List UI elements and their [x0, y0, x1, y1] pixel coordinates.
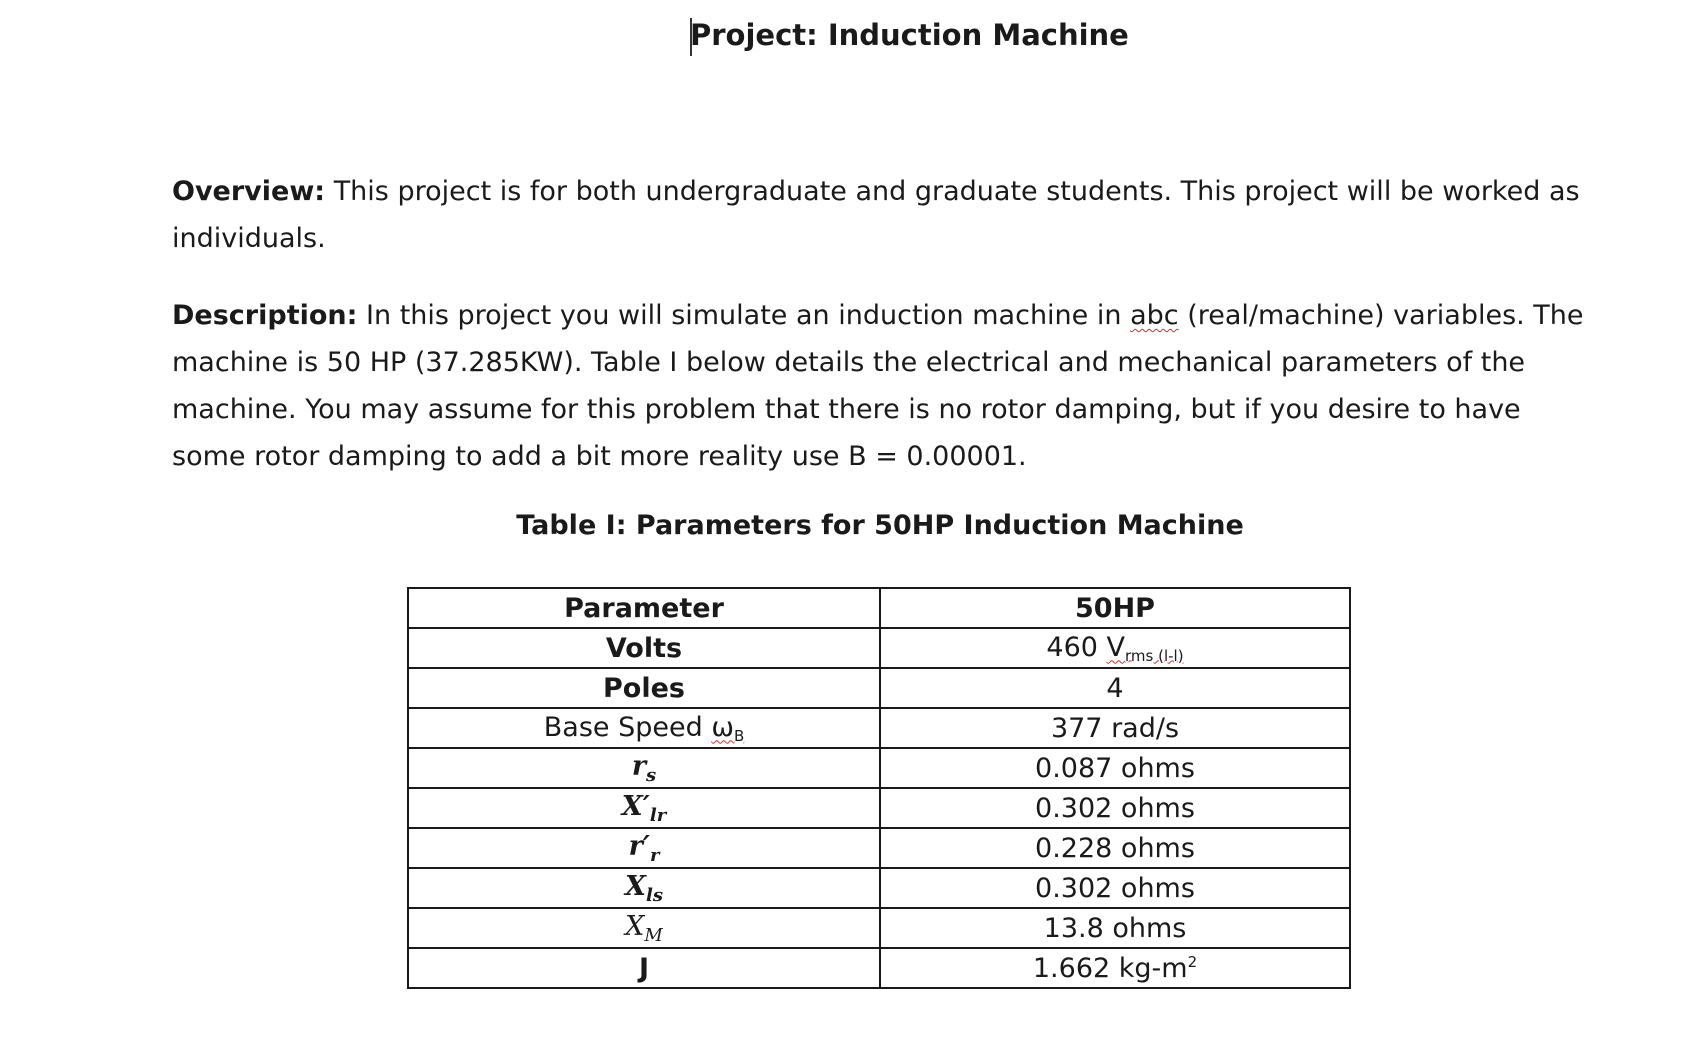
xm-symbol: X: [625, 910, 645, 942]
xlr-prime: ′: [642, 790, 650, 822]
param-xls: [408, 868, 880, 908]
param-base-speed: [408, 708, 880, 748]
table-header-row: [408, 588, 1350, 628]
xls-sub: ls: [645, 884, 663, 906]
value-volts: [880, 628, 1350, 668]
omega-b-symbol: [711, 712, 744, 743]
base-speed-label: Base Speed: [543, 711, 703, 743]
page-title: Project: Induction Machine: [690, 18, 1129, 52]
header-parameter: Parameter: [408, 588, 880, 628]
description-text-1a: In this project you will simulate an induction machine in: [366, 300, 1122, 331]
table-row: [408, 748, 1350, 788]
param-xlr: [408, 788, 880, 828]
param-rs: [408, 748, 880, 788]
description-label: Description:: [172, 300, 358, 331]
j-value: 1.662 kg-m: [1032, 952, 1188, 984]
param-rr: [408, 828, 880, 868]
value-j: [880, 948, 1350, 988]
overview-text-1: This project is for both undergraduate and graduate students. This project will be worked as: [333, 176, 1580, 207]
table-row: [408, 788, 1350, 828]
table-row: [408, 868, 1350, 908]
description-line-3: machine. You may assume for this problem that there is no rotor damping, but if you desire to have: [172, 394, 1521, 425]
table-row: [408, 628, 1350, 668]
j-value-sup: 2: [1187, 952, 1198, 971]
value-rs: 0.087 ohms: [880, 748, 1350, 788]
rr-symbol: r: [628, 830, 643, 862]
param-xm: [408, 908, 880, 948]
rr-prime: ′: [642, 830, 650, 862]
xls-symbol: X: [625, 870, 646, 902]
xlr-sub: lr: [649, 804, 667, 826]
value-base-speed: 377 rad/s: [880, 708, 1350, 748]
description-text-1b: (real/machine) variables. The: [1187, 300, 1584, 331]
overview-text-2: individuals.: [172, 223, 326, 254]
xlr-symbol: X: [621, 790, 643, 822]
description-line-2: machine is 50 HP (37.285KW). Table I below details the electrical and mechanical parameters of the: [172, 347, 1526, 378]
volts-unit-sub: rms (l-l): [1125, 646, 1184, 665]
volts-number: 460: [1046, 631, 1098, 663]
table-row: [408, 828, 1350, 868]
table-row: [408, 908, 1350, 948]
param-j: J: [408, 948, 880, 988]
overview-paragraph: [172, 168, 1580, 262]
value-rr: 0.228 ohms: [880, 828, 1350, 868]
parameters-table: [407, 587, 1351, 989]
description-line-1: [172, 292, 1584, 339]
header-50hp: 50HP: [880, 588, 1350, 628]
value-poles: 4: [880, 668, 1350, 708]
abc-spellcheck-word: abc: [1130, 300, 1179, 331]
volts-unit-main: V: [1106, 631, 1126, 663]
volts-unit: [1107, 632, 1184, 663]
description-paragraph: [172, 292, 1584, 480]
rr-sub: r: [649, 844, 660, 866]
rs-sub: s: [646, 764, 657, 786]
omega-symbol: ω: [711, 711, 734, 743]
param-volts: Volts: [408, 628, 880, 668]
description-line-4: some rotor damping to add a bit more reality use B = 0.00001.: [172, 441, 1027, 472]
xm-sub: M: [644, 924, 663, 946]
value-xm: 13.8 ohms: [880, 908, 1350, 948]
table-row: [408, 948, 1350, 988]
omega-sub: B: [733, 726, 745, 745]
value-xls: 0.302 ohms: [880, 868, 1350, 908]
table-caption: Table I: Parameters for 50HP Induction Machine: [516, 510, 1244, 541]
table-row: [408, 708, 1350, 748]
table-row: [408, 668, 1350, 708]
param-poles: Poles: [408, 668, 880, 708]
rs-symbol: r: [631, 750, 647, 782]
overview-label: Overview:: [172, 176, 326, 207]
overview-line-1: [172, 168, 1580, 215]
value-xlr: 0.302 ohms: [880, 788, 1350, 828]
